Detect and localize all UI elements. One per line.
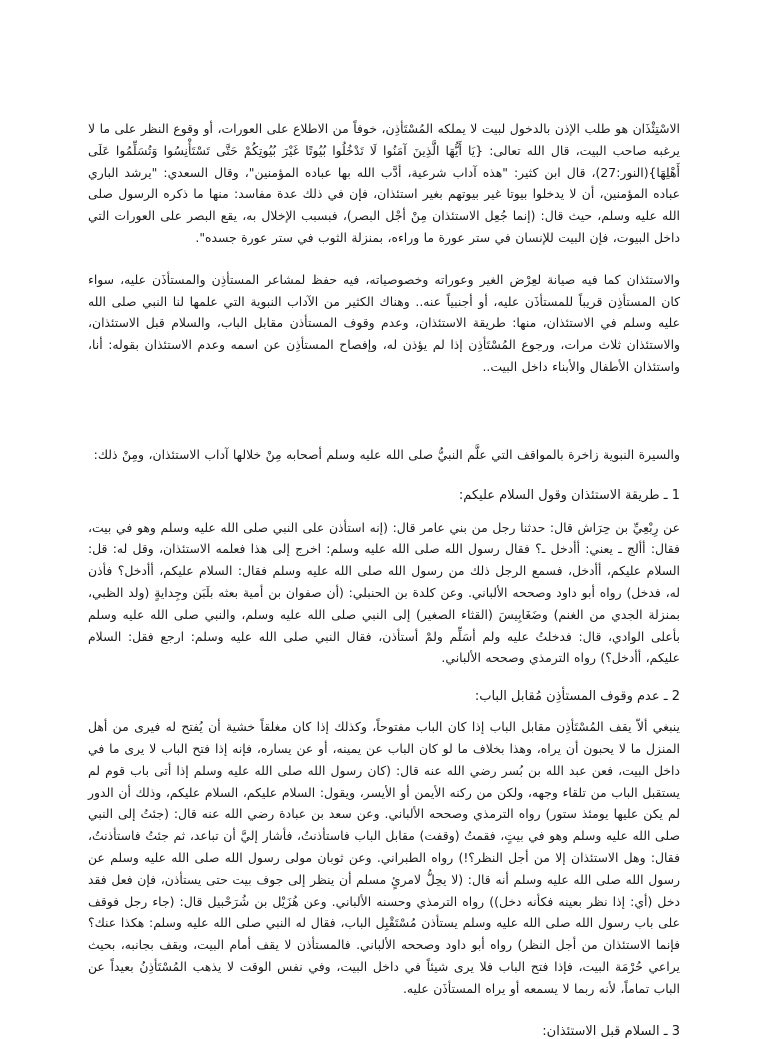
- section-heading-1: 1 ـ طريقة الاستئذان وقول السلام عليكم:: [458, 487, 680, 503]
- section-2-paragraph: ينبغي ألاّ يقف المُسْتَأذِن مقابل الباب إذا كان الباب مفتوحاً، وكذلك إذا كان مغلقاً خشية أن يُفتح له فيرى من أهل المنزل ما لا يحبون أن يراه، وهذا بخلاف ما لو كان الباب عن يمينه، أو عن يساره، فإنه إذا فتح الباب لا يرى ما في داخل البيت، فعن عبد الله بن بُسر رضي الله عنه قال: (كان رسول الله صلى الله عليه وسلم إذا أتى باب قوم لم يستقبل الباب من تلقاء وجهه، ولكن من ركنه الأيمن أو الأيسر، ويقول: السلام عليكم، السلام عليكم، وذلك أن الدور لم يكن عليها يومئذ ستور) رواه الترمذي وصححه الألباني. وعن سعد بن عبادة رضي الله عنه قال: (جئتُ إلى النبي صلى الله عليه وسلم وهو في بيتٍ، فقمتُ (وقفت) مقابل الباب فاستأذنتُ، فأشار إليَّ أن تباعد، ثم جئتُ فاستأذنتُ، فقال: وهل الاستئذان إلا من أجل النظر؟!) رواه الطبراني. وعن ثوبان مولى رسول الله صلى الله عليه وسلم عن رسول الله صلى الله عليه وسلم أنه قال: (لا يحِلُّ لامرئٍ مسلم أن ينظر إلى جوف بيت حتى يستأذن، فإن فعل فقد دخل (أي: إذا نظر بعينه فكأنه دخل)) رواه الترمذي وحسنه الألباني. وعن هُزَيْل بن شُرَحْبيل قال: (جاء رجل فوقف على باب رسول الله صلى الله عليه وسلم يستأذن مُسْتَقْبِل الباب، فقال له النبي صلى الله عليه وسلم: هكذا عنك؟ فإنما الاستئذان من أجل النظر) رواه أبو داود وصححه الألباني. فالمستأذن لا يقف أمام البيت، ويقف بجانبه، بحيث يراعي حُرْمَة البيت، فإذا فتح الباب فلا يرى شيئاً في داخل البيت، وفي نفس الوقت لا يذهب المُسْتَأذِنُ بعيداً عن الباب تماماً، لأنه ربما لا يسمعه أو يراه المستأذَن عليه.: [88, 719, 680, 996]
- section-1-paragraph: عن رِبْعِيِّ بن حِرَاش قال: حدثنا رجل من بني عامر قال: (إنه استأذن على النبي صلى الله عليه وسلم وهو في بيت، فقال: أألج ـ يعني: أأدخل ـ؟ فقال رسول الله صلى الله عليه وسلم: اخرج إلى هذا فعلمه الاستئذان، وقل له: قل: السلام عليكم، أأدخل، فسمع الرجل ذلك من رسول الله صلى الله عليه وسلم فقال: السلام عليكم، أأدخل؟ فأذن له، فدخل) رواه أبو داود وصححه الألباني. وعن كلدة بن الحنبلي: (أن صفوان بن أمية بعثه بلَبَن وجِدايةٍ (ولد الظبي، بمنزلة الجدي من الغنم) وضَغَابِيسَ (القثاء الصغير) إلى النبي صلى الله عليه وسلم، والنبي صلى الله عليه وسلم بأعلى الوادي، قال: فدخلتُ عليه ولم أسَلِّم ولمْ أستأذن، فقال النبي صلى الله عليه وسلم: ارجع فقل: السلام عليكم، أأدخل؟) رواه الترمذي وصححه الألباني.: [88, 519, 680, 666]
- seerah-intro-paragraph: والسيرة النبوية زاخرة بالمواقف التي علَّم النبيُّ صلى الله عليه وسلم أصحابه مِنْ خلالها آداب الاستئذان، ومِنْ ذلك:: [93, 446, 680, 462]
- section-heading-3: 3 ـ السلام قبل الاستئذان:: [542, 1023, 680, 1039]
- etiquette-overview-paragraph: والاستئذان كما فيه صيانة لعِرْض الغير وعوراته وخصوصياته، فيه حفظ لمشاعر المستأذِن والمستأذَن عليه، سواء كان المستأذِن قريباً للمستأذَن عليه، أو أجنبياً عنه.. وهناك الكثير من الآداب النبوية التي علمها لنا النبي صلى الله عليه وسلم في الاستئذان، منها: طريقة الاستئذان، وعدم وقوف المستأذن مقابل الباب، والسلام قبل الاستئذان، والاستئذان ثلاث مرات، ورجوع المُسْتَأذِن إذا لم يؤذن له، وإفصاح المستأذِن عن اسمه وعدم الاستئذان بقوله: أنا، واستئذان الأطفال والأبناء داخل البيت..: [88, 271, 680, 374]
- section-heading-2: 2 ـ عدم وقوف المستأذِن مُقابل الباب:: [474, 689, 680, 705]
- intro-paragraph: الاسْتِئْذَان هو طلب الإذن بالدخول لبيت لا يملكه المُسْتَأذِن، خوفاً من الاطلاع على العورات، أو وقوع النظر على ما لا يرغبه صاحب البيت، قال الله تعالى: {يَا أَيُّهَا الَّذِينَ آمَنُوا لَا تَدْخُلُوا بُيُوتًا غَيْرَ بُيُوتِكُمْ حَتَّى تَسْتَأْنِسُوا وَتُسَلِّمُوا عَلَى أَهْلِهَا}(النور:27)، قال ابن كثير: "هذه آداب شرعية، أدَّب الله بها عباده المؤمنين"، وقال السعدي: "يرشد الباري عباده المؤمنين، أن لا يدخلوا بيوتا غير بيوتهم بغير استئذان، فإن في ذلك عدة مفاسد: منها ما ذكره الرسول صلى الله عليه وسلم، حيث قال: (إنما جُعِل الاستئذان مِنْ أجْل البصر)، فبسبب الإخلال به، يقع البصر على العورات التي داخل البيوت، فإن البيت للإنسان في ستر عورة ما وراءه، بمنزلة الثوب في ستر عورة جسده".: [88, 121, 680, 245]
